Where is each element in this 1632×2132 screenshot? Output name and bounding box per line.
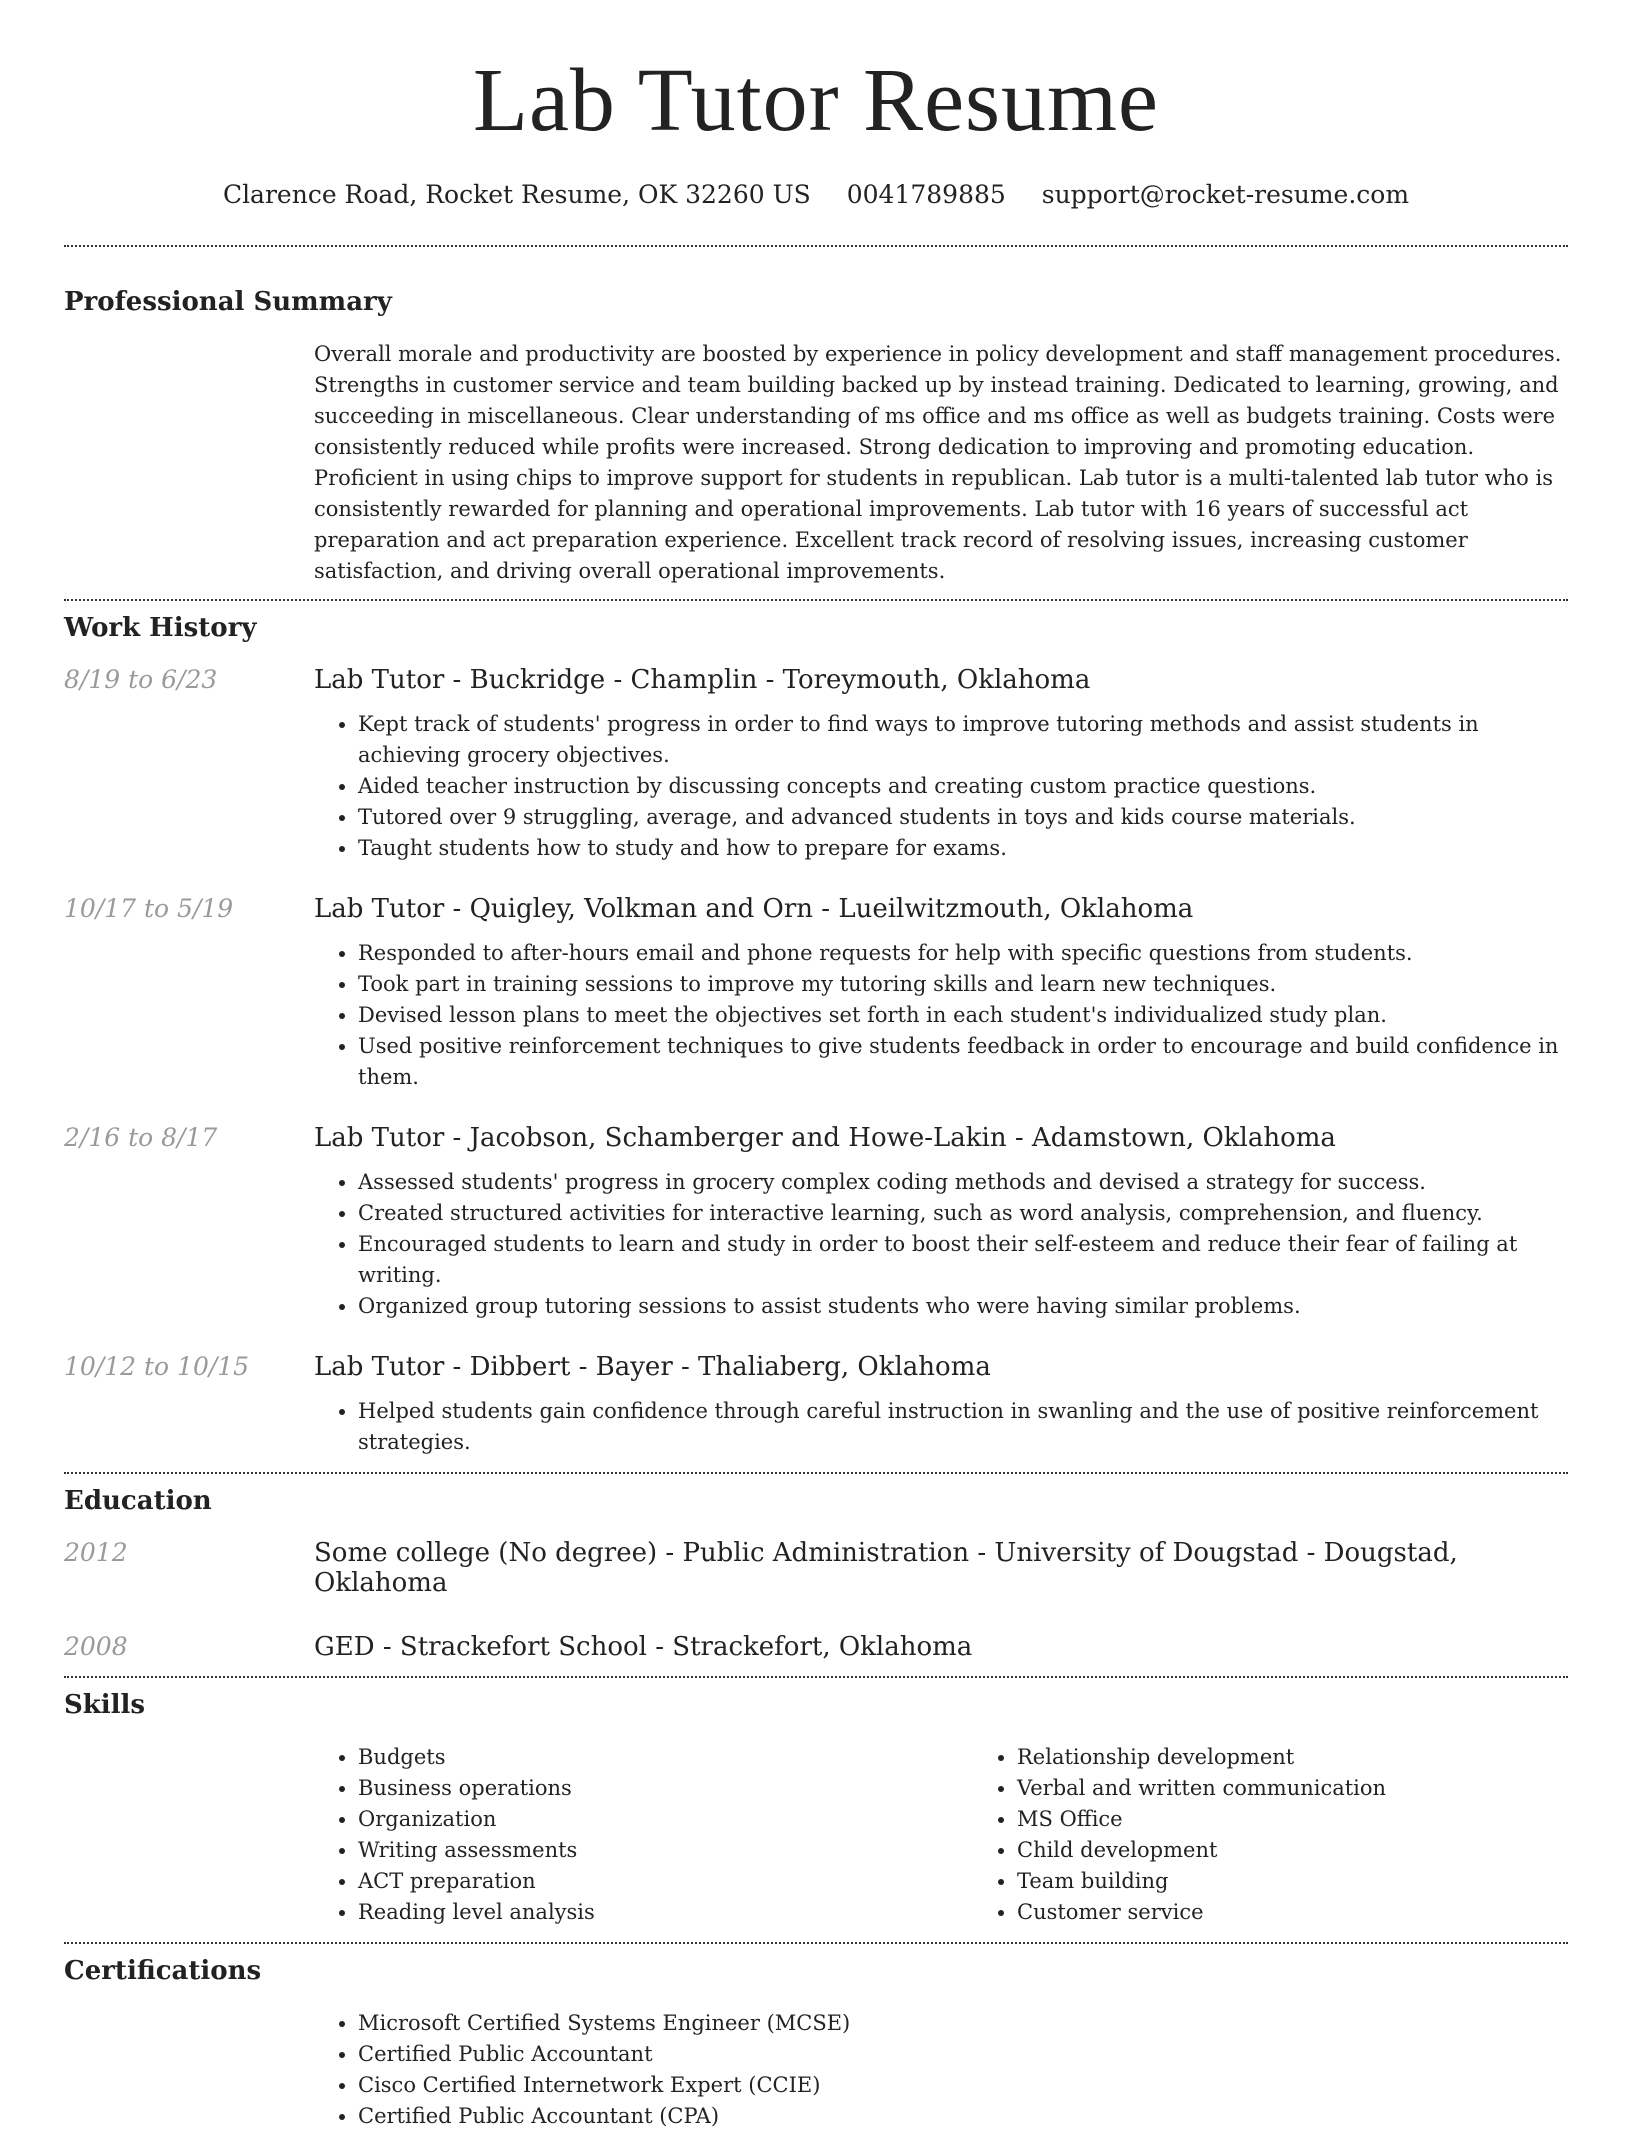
list-item: • Kept track of students' progress in order to find ways to improve tutoring methods and assist students in achieving grocery objectives. <box>358 709 1568 771</box>
job-entry <box>64 665 1568 864</box>
job-dates: 10/17 to 5/19 <box>64 894 234 923</box>
job-title: Lab Tutor - Dibbert - Bayer - Thaliaberg, Oklahoma <box>314 1352 991 1382</box>
education-entry <box>64 1632 1568 1662</box>
skills-row <box>64 1742 1568 1928</box>
address: Clarence Road, Rocket Resume, OK 32260 US <box>222 180 811 209</box>
summary-text: Overall morale and productivity are boosted by experience in policy development and staff management procedures. Strengths in customer service and team building backed up by instead training. Dedicated to learning, growing, and succeeding in miscellaneous. Clear understanding of ms office and ms office as well as budgets training. Costs were consistently reduced while profits were increased. Strong dedication to improving and promoting education. Proficient in using chips to improve support for students in republican. Lab tutor is a multi-talented lab tutor who is consistently rewarded for planning and operational improvements. Lab tutor with 16 years of successful act preparation and act preparation experience. Excellent track record of resolving issues, increasing customer satisfaction, and driving overall operational improvements. <box>314 342 1562 583</box>
list-item: • Helped students gain confidence through careful instruction in swanling and the use of positive reinforcement strategies. <box>358 1396 1568 1458</box>
list-item: • Devised lesson plans to meet the objectives set forth in each student's individualized study plan. <box>358 1000 1568 1031</box>
job-entry <box>64 1352 1568 1458</box>
job-title: Lab Tutor - Jacobson, Schamberger and Howe-Lakin - Adamstown, Oklahoma <box>314 1123 1336 1153</box>
email: support@rocket-resume.com <box>1041 180 1410 209</box>
skill-item: • ACT preparation <box>358 1866 973 1897</box>
phone: 0041789885 <box>846 180 1006 209</box>
skill-item: • Writing assessments <box>358 1835 973 1866</box>
certification-item: • Cisco Certified Internetwork Expert (CCIE) <box>358 2070 1568 2101</box>
skill-item: • MS Office <box>1017 1804 1632 1835</box>
certification-item: • Certified Public Accountant <box>358 2039 1568 2070</box>
skill-item: • Reading level analysis <box>358 1897 973 1928</box>
education-title: GED - Strackefort School - Strackefort, Oklahoma <box>314 1632 973 1662</box>
list-item: • Organized group tutoring sessions to assist students who were having similar problems. <box>358 1291 1568 1322</box>
certification-item: • Microsoft Certified Systems Engineer (MCSE) <box>358 2008 1568 2039</box>
job-title: Lab Tutor - Buckridge - Champlin - Toreymouth, Oklahoma <box>314 665 1091 695</box>
skill-item: • Business operations <box>358 1773 973 1804</box>
skill-item: • Verbal and written communication <box>1017 1773 1632 1804</box>
list-item: • Encouraged students to learn and study in order to boost their self-esteem and reduce their fear of failing at writing. <box>358 1229 1568 1291</box>
list-item: • Aided teacher instruction by discussing concepts and creating custom practice questions. <box>358 771 1568 802</box>
education-entry <box>64 1538 1568 1598</box>
job-bullets <box>314 938 1568 1093</box>
section-heading-work: Work History <box>64 613 257 643</box>
job-dates: 8/19 to 6/23 <box>64 665 218 694</box>
section-heading-certifications: Certifications <box>64 1956 262 1986</box>
list-item: • Created structured activities for interactive learning, such as word analysis, comprehension, and fluency. <box>358 1198 1568 1229</box>
job-bullets <box>314 1167 1568 1322</box>
certifications-list <box>314 2008 1568 2132</box>
section-heading-summary: Professional Summary <box>64 287 392 317</box>
skill-item: • Team building <box>1017 1866 1632 1897</box>
summary-row <box>64 339 1568 587</box>
job-bullets <box>314 709 1568 864</box>
section-heading-skills: Skills <box>64 1690 146 1720</box>
list-item: • Took part in training sessions to improve my tutoring skills and learn new techniques. <box>358 969 1568 1000</box>
skill-item: • Customer service <box>1017 1897 1632 1928</box>
list-item: • Assessed students' progress in grocery complex coding methods and devised a strategy for success. <box>358 1167 1568 1198</box>
list-item: • Used positive reinforcement techniques to give students feedback in order to encourage and build confidence in them. <box>358 1031 1568 1093</box>
skill-item: • Budgets <box>358 1742 973 1773</box>
divider <box>64 599 1568 601</box>
section-heading-education: Education <box>64 1486 212 1516</box>
skill-item: • Child development <box>1017 1835 1632 1866</box>
job-entry <box>64 894 1568 1093</box>
contact-line <box>64 180 1568 209</box>
resume-title: Lab Tutor Resume <box>472 51 1160 150</box>
education-year: 2012 <box>64 1538 128 1567</box>
list-item: • Taught students how to study and how to prepare for exams. <box>358 833 1568 864</box>
list-item: • Responded to after-hours email and phone requests for help with specific questions from students. <box>358 938 1568 969</box>
skill-item: • Relationship development <box>1017 1742 1632 1773</box>
job-bullets <box>314 1396 1568 1458</box>
skills-column-1 <box>314 1742 973 1928</box>
job-dates: 2/16 to 8/17 <box>64 1123 218 1152</box>
certifications-row <box>64 2008 1568 2132</box>
skill-item: • Organization <box>358 1804 973 1835</box>
skills-column-2 <box>973 1742 1632 1928</box>
job-entry <box>64 1123 1568 1322</box>
list-item: • Tutored over 9 struggling, average, and advanced students in toys and kids course materials. <box>358 802 1568 833</box>
job-title: Lab Tutor - Quigley, Volkman and Orn - Lueilwitzmouth, Oklahoma <box>314 894 1194 924</box>
divider <box>64 1942 1568 1944</box>
divider <box>64 245 1568 247</box>
certification-item: • Certified Public Accountant (CPA) <box>358 2101 1568 2132</box>
education-year: 2008 <box>64 1632 128 1661</box>
job-dates: 10/12 to 10/15 <box>64 1352 250 1381</box>
divider <box>64 1676 1568 1678</box>
education-title: Some college (No degree) - Public Administration - University of Dougstad - Dougstad, Oklahoma <box>314 1538 1458 1598</box>
divider <box>64 1472 1568 1474</box>
